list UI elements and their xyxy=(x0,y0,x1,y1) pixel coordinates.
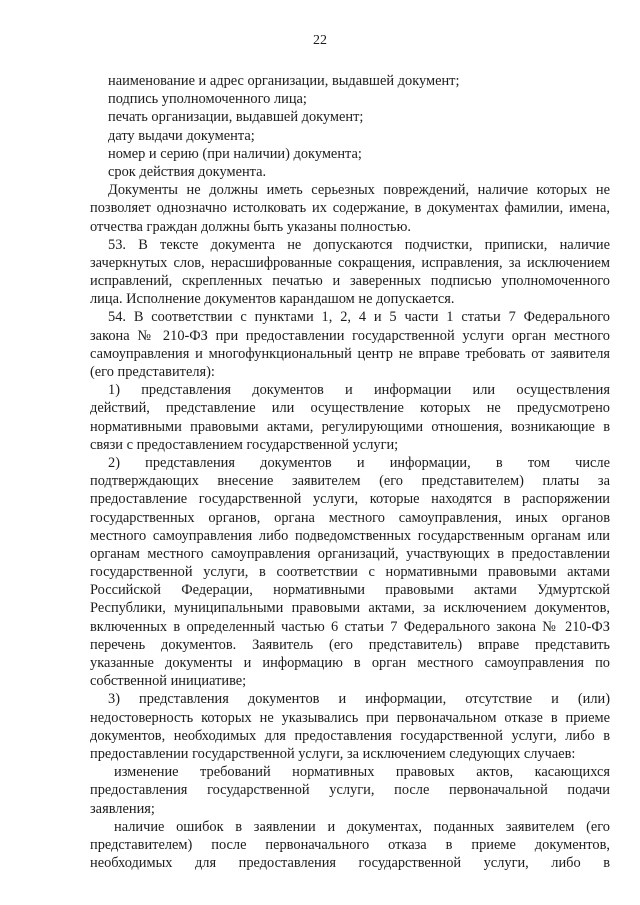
text-line: Российской Федерации, нормативными правовыми актами Удмуртской xyxy=(90,582,610,599)
text-line: действий, представление или осуществление которых не предусмотрено xyxy=(90,400,610,417)
document-body xyxy=(90,72,610,872)
text-line: связи с предоставлением государственной услуги; xyxy=(90,436,399,453)
text-line: собственной инициативе; xyxy=(90,673,247,690)
text-line: номер и серию (при наличии) документа; xyxy=(108,145,362,162)
page-number: 22 xyxy=(313,33,327,48)
text-line: 54. В соответствии с пунктами 1, 2, 4 и 5 части 1 статьи 7 Федерального xyxy=(108,309,610,326)
text-line: дату выдачи документа; xyxy=(108,127,255,144)
text-line: заявления; xyxy=(90,800,155,817)
text-line: предоставления государственной услуги, после первоначальной подачи xyxy=(90,782,610,799)
text-line: включенных в определенный частью 6 статьи 7 Федерального закона № 210-ФЗ xyxy=(90,618,610,635)
text-line: позволяет однозначно истолковать их содержание, в документах фамилии, имена, xyxy=(90,200,610,217)
text-line: наличие ошибок в заявлении и документах, поданных заявителем (его xyxy=(114,818,610,835)
text-line: закона № 210-ФЗ при предоставлении государственной услуги орган местного xyxy=(90,327,610,344)
text-line: документов, необходимых для предоставления государственной услуги, либо в xyxy=(90,727,610,744)
text-line: 53. В тексте документа не допускаются подчистки, приписки, наличие xyxy=(108,236,610,253)
text-line: Республики, муниципальными правовыми актами, за исключением документов, xyxy=(90,600,610,617)
text-line: лица. Исполнение документов карандашом не допускается. xyxy=(90,291,455,308)
text-line: самоуправления и многофункциональный центр не вправе требовать от заявителя xyxy=(90,345,610,362)
text-line: срок действия документа. xyxy=(108,163,267,180)
text-line: представителем) после первоначального отказа в приеме документов, xyxy=(90,836,610,853)
text-line: подтверждающих внесение заявителем (его представителем) платы за xyxy=(90,473,610,490)
text-line: недостоверность которых не указывались при первоначальном отказе в приеме xyxy=(90,709,610,726)
text-line: исправлений, скрепленных печатью и заверенных подписью уполномоченного xyxy=(90,273,610,290)
text-line: предоставление государственной услуги, которые находятся в распоряжении xyxy=(90,491,610,508)
text-line: государственных органов, органа местного самоуправления, иных органов xyxy=(90,509,610,526)
text-line: указанные документы и информацию в орган местного самоуправления по xyxy=(90,655,610,671)
text-line: 2) представления документов и информации, в том числе xyxy=(108,454,610,471)
text-line: зачеркнутых слов, нерасшифрованные сокращения, исправления, за исключением xyxy=(90,254,610,271)
text-line: необходимых для предоставления государственной услуги, либо в xyxy=(90,855,610,872)
text-line: печать организации, выдавшей документ; xyxy=(108,109,364,126)
text-line: органам местного самоуправления организаций, участвующих в предоставлении xyxy=(90,545,610,562)
text-line: нормативными правовыми актами, регулирующими отношения, возникающие в xyxy=(90,418,610,435)
text-line: подпись уполномоченного лица; xyxy=(108,91,307,108)
text-line: местного самоуправления либо подведомственных государственным органам или xyxy=(90,527,610,544)
text-line: государственной услуги, в соответствии с нормативными правовыми актами xyxy=(90,564,610,581)
text-line: перечень документов. Заявитель (его представитель) вправе представить xyxy=(90,636,610,653)
text-line: 1) представления документов и информации или осуществления xyxy=(108,382,610,399)
text-line: изменение требований нормативных правовых актов, касающихся xyxy=(114,764,610,781)
text-line: (его представителя): xyxy=(90,364,215,380)
text-line: отчества граждан должны быть указаны полностью. xyxy=(90,218,411,235)
text-line: Документы не должны иметь серьезных повреждений, наличие которых не xyxy=(108,182,610,199)
text-line: наименование и адрес организации, выдавшей документ; xyxy=(108,73,460,89)
text-line: предоставлении государственной услуги, за исключением следующих случаев: xyxy=(90,745,576,762)
text-line: 3) представления документов и информации, отсутствие и (или) xyxy=(108,691,610,708)
